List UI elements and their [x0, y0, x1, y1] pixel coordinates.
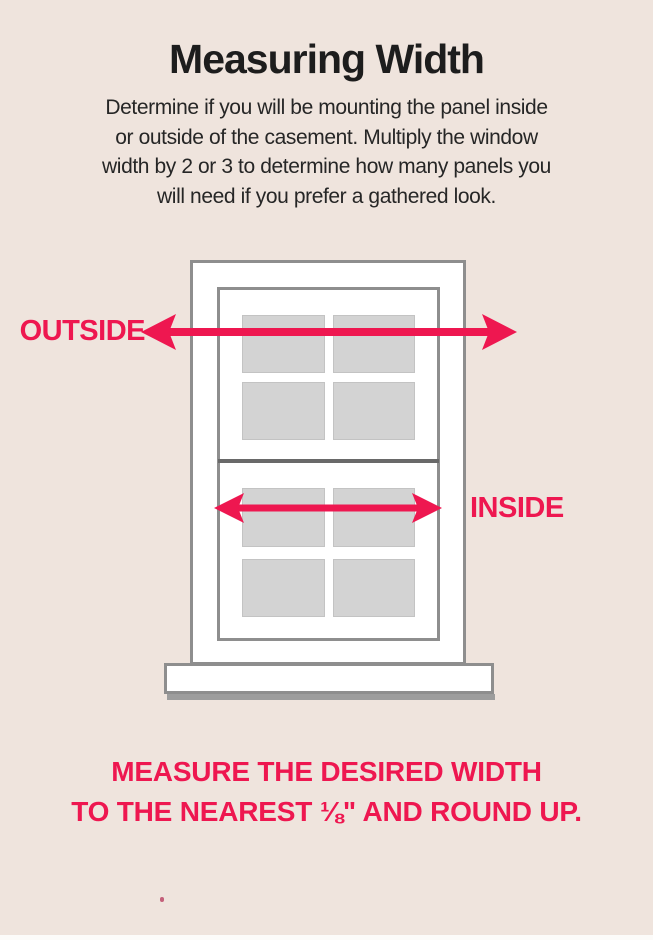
intro-line-3: width by 2 or 3 to determine how many panels you — [102, 155, 551, 178]
intro-line-1: Determine if you will be mounting the panel inside — [105, 96, 548, 119]
window-pane — [242, 382, 325, 440]
footer-instruction-line-2: TO THE NEAREST ⅛" AND ROUND UP. — [71, 796, 582, 827]
outside-label: OUTSIDE — [19, 315, 145, 347]
window-pane — [333, 559, 415, 617]
intro-line-4: will need if you prefer a gathered look. — [157, 184, 496, 208]
window-meeting-rail — [218, 459, 439, 463]
stray-dot — [160, 897, 164, 902]
footer-instruction-line-1: MEASURE THE DESIRED WIDTH — [111, 756, 542, 787]
inside-arrow-icon — [211, 489, 445, 527]
outside-arrow-icon — [138, 310, 520, 354]
page-title: Measuring Width — [169, 36, 484, 82]
intro-line-2: or outside of the casement. Multiply the window — [115, 125, 538, 149]
intro-text — [0, 93, 653, 211]
window-sill-shadow — [167, 694, 495, 700]
window-pane — [242, 559, 325, 617]
window-sill — [164, 663, 494, 694]
window-pane — [333, 382, 415, 440]
inside-label: INSIDE — [470, 492, 564, 524]
bottom-edge-strip — [0, 935, 653, 940]
